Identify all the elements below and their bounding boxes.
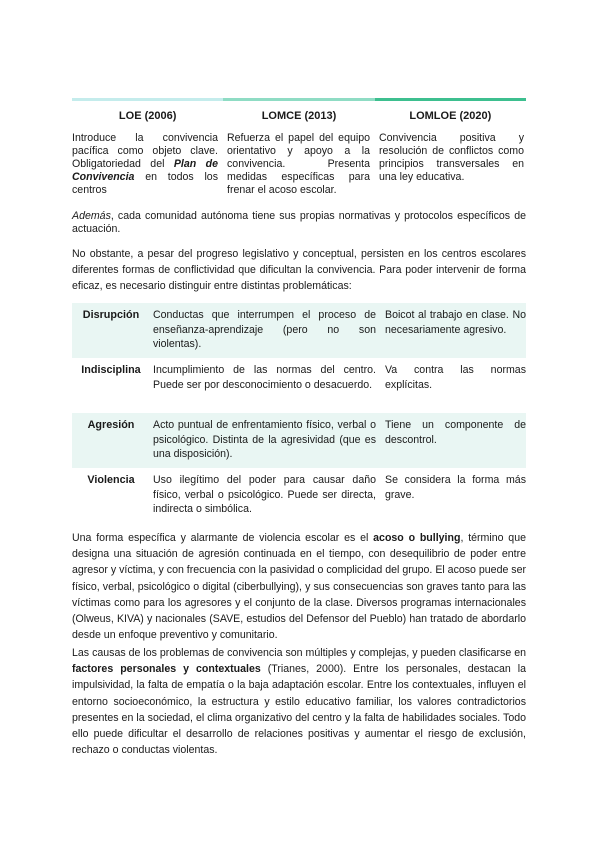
lomce-cell: Refuerza el papel del equipo orientativo y apoyo a la convivencia. Presenta medidas específicas para frenar el acoso escolar. xyxy=(227,132,370,196)
type-description: Uso ilegítimo del poder para causar daño físico, verbal o psicológico. Puede ser directa, indirecta o simbólica. xyxy=(153,474,376,515)
type-name: Indisciplina xyxy=(81,364,141,376)
type-description: Conductas que interrumpen el proceso de enseñanza-aprendizaje (pero no son violentas). xyxy=(153,309,376,350)
causes-paragraph xyxy=(72,645,526,758)
type-name: Disrupción xyxy=(82,309,140,321)
conflict-types-table xyxy=(72,303,526,523)
type-note: Boicot al trabajo en clase. No necesariamente agresivo. xyxy=(385,309,526,336)
laws-table-footer xyxy=(72,210,526,236)
header-lomloe: LOMLOE (2020) xyxy=(409,110,492,122)
laws-comparison-table xyxy=(72,98,526,236)
type-name: Violencia xyxy=(87,474,135,486)
plan-convivencia-term: Plan de Convivencia xyxy=(72,158,218,183)
table-row xyxy=(72,413,526,468)
loe-text-b: en todos los centros xyxy=(72,171,218,196)
causes-text-before: Las causas de los problemas de convivencia son múltiples y complejas, y pueden clasificarse en xyxy=(72,647,526,659)
table-row xyxy=(72,303,526,358)
header-bar-loe xyxy=(72,98,223,101)
laws-table-header xyxy=(72,105,526,127)
header-bar-lomce xyxy=(223,98,374,101)
laws-table-body xyxy=(72,132,526,197)
header-bar-lomloe xyxy=(375,98,526,101)
header-lomce: LOMCE (2013) xyxy=(261,110,337,122)
type-note: Va contra las normas explícitas. xyxy=(385,364,526,391)
loe-cell xyxy=(72,132,218,197)
type-description: Acto puntual de enfrentamiento físico, verbal o psicológico. Distinta de la agresividad (que es una disposición). xyxy=(153,419,376,460)
loe-text-a: Introduce la convivencia pacífica como objeto clave. Obligatoriedad del xyxy=(72,132,218,170)
bullying-text-after: , término que designa una situación de agresión continuada en el tiempo, con desequilibrio de poder entre agresor y víctima, y con frecuencia con la pasividad o complicidad del grupo. El acoso puede ser físico, verbal, psicológico o digital (ciberbullying), y sus consecuencias son graves tanto para las víctimas como para los agresores y el conjunto de la clase. Diversos programas internacionales (Olweus, KIVA) y nacionales (SAVE, estudios del Defensor del Pueblo) han tratado de abordarlo desde un enfoque preventivo y comunitario. xyxy=(72,532,527,642)
type-description: Incumplimiento de las normas del centro. Puede ser por desconocimiento o desacuerdo. xyxy=(153,364,376,391)
footer-rest: , cada comunidad autónoma tiene sus propias normativas y protocolos específicos de actuación. xyxy=(72,210,526,235)
factors-term: factores personales y contextuales xyxy=(72,663,261,676)
type-note: Se considera la forma más grave. xyxy=(385,474,526,501)
type-note: Tiene un componente de descontrol. xyxy=(385,419,526,446)
bullying-paragraph xyxy=(72,530,526,643)
causes-text-after: (Trianes, 2000). Entre los personales, destacan la impulsividad, la falta de empatía o la baja adaptación escolar. Entre los contextuales, influyen el entorno socioeconómico, la estructura y estilo educativo familiar, los valores contradictorios presentes en la sociedad, el clima organizativo del centro y la falta de habilidades sociales. Todo ello puede dificultar el desarrollo de relaciones positivas y aumentar el riesgo de exclusión, rechazo o conductas violentas. xyxy=(72,663,527,757)
header-loe: LOE (2006) xyxy=(118,110,177,122)
type-name: Agresión xyxy=(87,419,135,431)
table-row xyxy=(72,468,526,523)
table-row xyxy=(72,358,526,413)
intro-paragraph: No obstante, a pesar del progreso legislativo y conceptual, persisten en los centros escolares diferentes formas de conflictividad que dificultan la convivencia. Para poder intervenir de forma eficaz, es necesario distinguir entre distintas problemáticas: xyxy=(72,248,526,293)
footer-italic-word: Además xyxy=(72,210,111,222)
lomloe-cell: Convivencia positiva y resolución de conflictos como principios transversales en una ley educativa. xyxy=(379,132,524,183)
header-color-bars xyxy=(72,98,526,101)
bullying-text-before: Una forma específica y alarmante de violencia escolar es el xyxy=(72,532,374,544)
bullying-term: acoso o bullying xyxy=(373,532,461,544)
